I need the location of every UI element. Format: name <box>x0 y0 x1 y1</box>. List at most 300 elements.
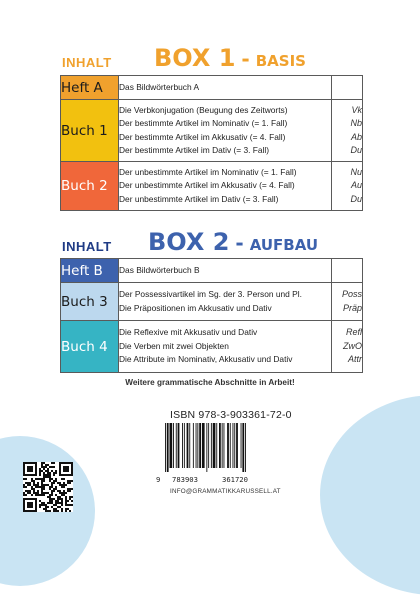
barcode-digit-first: 9 <box>156 475 161 484</box>
qr-module <box>33 488 35 490</box>
qr-module <box>33 480 35 482</box>
barcode-bar <box>202 423 205 468</box>
barcode-bar <box>236 423 238 468</box>
desc-line: Der unbestimmte Artikel im Akkusativ (= 4. Fall) <box>119 180 295 191</box>
box1-title-dash: - <box>241 47 250 71</box>
qr-module <box>67 490 69 492</box>
qr-module <box>59 498 61 500</box>
qr-module <box>35 494 37 496</box>
qr-module <box>59 482 61 484</box>
barcode-bar <box>206 423 207 472</box>
qr-module <box>33 482 35 484</box>
qr-module <box>53 508 55 510</box>
qr-module <box>41 480 43 482</box>
table-row <box>61 76 363 100</box>
qr-module <box>41 462 43 464</box>
box2-table <box>60 258 363 373</box>
qr-module <box>55 510 57 512</box>
qr-module <box>61 484 63 486</box>
qr-module <box>35 484 37 486</box>
barcode-bar <box>211 423 212 468</box>
box2-inhalt-label: INHALT <box>62 239 112 254</box>
qr-module <box>27 490 29 492</box>
qr-module <box>53 482 55 484</box>
qr-module <box>47 502 49 504</box>
barcode-bar <box>230 423 231 468</box>
qr-module <box>37 490 39 492</box>
qr-module <box>31 486 33 488</box>
qr-module <box>55 486 57 488</box>
qr-module <box>41 502 43 504</box>
qr-module <box>45 466 47 468</box>
barcode-bar <box>242 423 244 472</box>
qr-module <box>51 478 53 480</box>
qr-module <box>37 478 39 480</box>
qr-module <box>43 474 45 476</box>
row-abbr <box>332 259 363 283</box>
qr-module <box>63 484 65 486</box>
qr-module <box>51 506 53 508</box>
qr-module <box>47 476 49 478</box>
qr-module <box>47 484 49 486</box>
barcode-bar <box>193 423 194 468</box>
qr-module <box>55 478 57 480</box>
box1-header <box>62 42 362 72</box>
barcode-bar <box>219 423 221 468</box>
qr-module <box>47 510 49 512</box>
qr-finder <box>27 466 33 472</box>
qr-module <box>61 502 63 504</box>
desc-line: Der bestimmte Artikel im Nominativ (= 1. Fall) <box>119 118 288 128</box>
table-row <box>61 100 363 162</box>
qr-module <box>51 486 53 488</box>
qr-module <box>45 476 47 478</box>
qr-module <box>61 504 63 506</box>
qr-module <box>39 500 41 502</box>
qr-module <box>61 500 63 502</box>
qr-module <box>25 494 27 496</box>
qr-module <box>47 472 49 474</box>
qr-module <box>49 466 51 468</box>
qr-module <box>45 474 47 476</box>
qr-module <box>43 476 45 478</box>
qr-module <box>59 496 61 498</box>
barcode-bar <box>224 423 225 468</box>
qr-module <box>49 502 51 504</box>
abbr-line: Präp <box>342 302 362 313</box>
qr-module <box>69 488 71 490</box>
qr-module <box>53 480 55 482</box>
qr-module <box>49 496 51 498</box>
qr-module <box>59 506 61 508</box>
qr-module <box>43 504 45 506</box>
qr-module <box>27 482 29 484</box>
abbr-line: Ab <box>350 131 362 142</box>
qr-module <box>43 478 45 480</box>
qr-module <box>61 478 63 480</box>
qr-module <box>67 504 69 506</box>
qr-module <box>51 462 53 464</box>
qr-module <box>27 492 29 494</box>
qr-module <box>31 480 33 482</box>
qr-module <box>67 482 69 484</box>
qr-module <box>45 484 47 486</box>
qr-module <box>69 482 71 484</box>
qr-module <box>61 498 63 500</box>
qr-module <box>39 470 41 472</box>
isbn-label: ISBN 978-3-903361-72-0 <box>170 409 292 421</box>
qr-module <box>55 480 57 482</box>
row-desc <box>119 259 332 283</box>
qr-module <box>57 506 59 508</box>
row-label-buch-4: Buch 4 <box>61 321 119 373</box>
qr-module <box>41 482 43 484</box>
qr-module <box>49 478 51 480</box>
qr-module <box>61 486 63 488</box>
desc-line: Der Possessivartikel im Sg. der 3. Person und Pl. <box>119 289 302 299</box>
qr-module <box>69 504 71 506</box>
qr-module <box>49 474 51 476</box>
abbr-line: Du <box>350 193 362 204</box>
desc-line: Der bestimmte Artikel im Akkusativ (= 4. Fall) <box>119 131 286 142</box>
qr-module <box>57 490 59 492</box>
qr-module <box>43 472 45 474</box>
row-abbr <box>332 283 363 321</box>
qr-module <box>41 466 43 468</box>
qr-module <box>25 486 27 488</box>
qr-module <box>31 478 33 480</box>
barcode-bar <box>233 423 234 468</box>
qr-module <box>67 488 69 490</box>
qr-module <box>49 476 51 478</box>
desc-line: Der bestimmte Artikel im Dativ (= 3. Fall) <box>119 145 270 155</box>
desc-line: Das Bildwörterbuch B <box>119 264 200 275</box>
box2-header <box>62 226 362 256</box>
qr-module <box>43 484 45 486</box>
desc-line: Die Verben mit zwei Objekten <box>119 340 229 351</box>
qr-module <box>71 480 73 482</box>
qr-module <box>65 492 67 494</box>
desc-line: Der unbestimmte Artikel im Nominativ (= 1. Fall) <box>119 166 297 177</box>
qr-module <box>67 480 69 482</box>
box2-title-dash: - <box>235 231 244 255</box>
row-abbr <box>332 100 363 162</box>
qr-module <box>51 484 53 486</box>
qr-module <box>45 470 47 472</box>
qr-module <box>43 468 45 470</box>
qr-module <box>47 506 49 508</box>
box1-title-sub: BASIS <box>255 52 306 70</box>
qr-module <box>55 470 57 472</box>
qr-module <box>69 496 71 498</box>
abbr-line: Vk <box>351 104 362 115</box>
qr-module <box>65 500 67 502</box>
qr-module <box>37 484 39 486</box>
qr-module <box>61 508 63 510</box>
barcode <box>163 423 271 472</box>
box1-title-main: BOX 1 <box>154 44 236 72</box>
qr-module <box>51 502 53 504</box>
qr-module <box>65 504 67 506</box>
qr-module <box>33 490 35 492</box>
abbr-line: Attr <box>347 354 362 365</box>
qr-module <box>69 510 71 512</box>
qr-module <box>35 478 37 480</box>
qr-module <box>53 504 55 506</box>
row-label-heft-b: Heft B <box>61 259 119 283</box>
qr-module <box>69 490 71 492</box>
qr-module <box>41 488 43 490</box>
qr-module <box>53 488 55 490</box>
qr-module <box>65 496 67 498</box>
qr-module <box>49 494 51 496</box>
qr-module <box>49 488 51 490</box>
qr-module <box>41 490 43 492</box>
barcode-bar <box>176 423 177 468</box>
row-desc <box>119 321 332 373</box>
barcode-bar <box>187 423 189 468</box>
abbr-line: Poss <box>341 289 362 299</box>
desc-line: Die Reflexive mit Akkusativ und Dativ <box>119 327 258 338</box>
qr-module <box>49 486 51 488</box>
barcode-bars <box>163 423 271 472</box>
qr-module <box>25 490 27 492</box>
barcode-bar <box>241 423 242 468</box>
qr-module <box>49 500 51 502</box>
qr-module <box>37 492 39 494</box>
qr-module <box>65 498 67 500</box>
barcode-bar <box>245 423 246 472</box>
qr-module <box>29 490 31 492</box>
qr-module <box>43 492 45 494</box>
barcode-bar <box>197 423 198 468</box>
box2-title <box>148 228 318 256</box>
qr-module <box>67 508 69 510</box>
qr-code[interactable] <box>23 462 73 512</box>
qr-module <box>55 500 57 502</box>
qr-module <box>41 504 43 506</box>
qr-module <box>51 482 53 484</box>
qr-module <box>53 498 55 500</box>
qr-module <box>23 494 25 496</box>
qr-module <box>27 484 29 486</box>
barcode-digits-group2: 361720 <box>222 475 248 484</box>
qr-module <box>23 478 25 480</box>
barcode-bar <box>234 423 235 468</box>
qr-module <box>65 502 67 504</box>
qr-module <box>33 492 35 494</box>
qr-module <box>43 466 45 468</box>
desc-line: Die Attribute im Nominativ, Akkusativ und Dativ <box>119 354 293 365</box>
qr-finder <box>63 466 69 472</box>
barcode-bar <box>184 423 185 468</box>
qr-module <box>59 492 61 494</box>
qr-module <box>47 474 49 476</box>
qr-module <box>55 472 57 474</box>
row-desc <box>119 283 332 321</box>
abbr-line: ZwO <box>343 340 362 351</box>
qr-module <box>29 482 31 484</box>
qr-module <box>53 490 55 492</box>
abbr-line: Au <box>350 180 362 191</box>
qr-module <box>55 488 57 490</box>
qr-module <box>45 510 47 512</box>
qr-module <box>65 484 67 486</box>
qr-module <box>45 508 47 510</box>
qr-module <box>69 498 71 500</box>
barcode-bar <box>189 423 190 468</box>
qr-module <box>45 492 47 494</box>
qr-module <box>47 492 49 494</box>
barcode-digits-group1: 783903 <box>172 475 198 484</box>
qr-module <box>49 510 51 512</box>
qr-module <box>29 492 31 494</box>
qr-module <box>41 470 43 472</box>
qr-module <box>31 488 33 490</box>
qr-code-pattern <box>23 462 73 512</box>
qr-module <box>47 464 49 466</box>
abbr-line: Refl <box>345 327 362 338</box>
work-in-progress-note: Weitere grammatische Abschnitte in Arbeit! <box>125 378 295 387</box>
qr-module <box>55 504 57 506</box>
qr-module <box>61 510 63 512</box>
qr-module <box>43 480 45 482</box>
desc-line: Die Präpositionen im Akkusativ und Dativ <box>119 302 272 313</box>
qr-module <box>43 488 45 490</box>
qr-module <box>23 486 25 488</box>
qr-module <box>55 494 57 496</box>
box1-table <box>60 75 363 211</box>
barcode-bar <box>199 423 201 468</box>
qr-module <box>25 478 27 480</box>
barcode-bar <box>196 423 197 468</box>
qr-module <box>49 480 51 482</box>
qr-module <box>63 490 65 492</box>
qr-module <box>37 486 39 488</box>
qr-module <box>57 510 59 512</box>
qr-module <box>47 468 49 470</box>
qr-module <box>23 492 25 494</box>
qr-module <box>71 488 73 490</box>
qr-module <box>55 508 57 510</box>
qr-module <box>47 496 49 498</box>
barcode-bar <box>227 423 229 468</box>
row-desc <box>119 76 332 100</box>
abbr-line: Du <box>350 145 362 155</box>
desc-line: Das Bildwörterbuch A <box>119 81 200 92</box>
qr-module <box>63 494 65 496</box>
qr-module <box>65 508 67 510</box>
table-row <box>61 162 363 211</box>
contact-email[interactable]: INFO@GRAMMATIKKARUSSELL.AT <box>170 488 281 495</box>
barcode-bar <box>213 423 216 468</box>
row-label-buch-1: Buch 1 <box>61 100 119 162</box>
qr-module <box>41 478 43 480</box>
qr-module <box>51 498 53 500</box>
qr-module <box>57 482 59 484</box>
desc-line: Die Verbkonjugation (Beugung des Zeitworts) <box>119 104 288 115</box>
qr-module <box>45 504 47 506</box>
qr-module <box>71 500 73 502</box>
qr-module <box>59 490 61 492</box>
qr-module <box>69 480 71 482</box>
barcode-bar <box>216 423 217 468</box>
qr-module <box>47 470 49 472</box>
barcode-bar <box>178 423 180 468</box>
table-row <box>61 259 363 283</box>
qr-module <box>53 510 55 512</box>
qr-module <box>61 492 63 494</box>
box1-inhalt-label: INHALT <box>62 55 112 70</box>
qr-module <box>71 496 73 498</box>
table-row <box>61 321 363 373</box>
qr-module <box>31 494 33 496</box>
qr-finder <box>27 502 33 508</box>
qr-module <box>39 494 41 496</box>
qr-module <box>29 484 31 486</box>
qr-module <box>57 498 59 500</box>
desc-line: Der unbestimmte Artikel im Dativ (= 3. Fall) <box>119 193 279 204</box>
qr-module <box>37 494 39 496</box>
box2-title-main: BOX 2 <box>148 228 230 256</box>
row-desc <box>119 100 332 162</box>
abbr-line: Nu <box>350 166 362 177</box>
qr-module <box>51 466 53 468</box>
qr-module <box>39 506 41 508</box>
qr-module <box>25 482 27 484</box>
qr-module <box>41 484 43 486</box>
row-label-buch-2: Buch 2 <box>61 162 119 211</box>
qr-module <box>23 484 25 486</box>
qr-module <box>51 492 53 494</box>
qr-module <box>59 502 61 504</box>
qr-module <box>49 472 51 474</box>
qr-module <box>39 504 41 506</box>
qr-module <box>45 506 47 508</box>
qr-module <box>39 468 41 470</box>
qr-module <box>39 472 41 474</box>
box1-title <box>154 44 306 72</box>
qr-module <box>53 462 55 464</box>
qr-module <box>39 486 41 488</box>
qr-module <box>63 486 65 488</box>
row-desc <box>119 162 332 211</box>
box2-title-sub: AUFBAU <box>249 236 319 254</box>
qr-module <box>41 464 43 466</box>
qr-module <box>55 502 57 504</box>
barcode-bar <box>182 423 183 468</box>
abbr-line: Nb <box>350 118 362 128</box>
qr-module <box>71 504 73 506</box>
qr-module <box>53 466 55 468</box>
qr-module <box>59 484 61 486</box>
qr-module <box>65 510 67 512</box>
qr-module <box>63 478 65 480</box>
qr-module <box>41 494 43 496</box>
qr-module <box>43 502 45 504</box>
qr-module <box>67 500 69 502</box>
qr-module <box>51 490 53 492</box>
qr-module <box>53 474 55 476</box>
barcode-bar <box>222 423 223 468</box>
qr-module <box>35 486 37 488</box>
barcode-bar <box>208 423 209 468</box>
qr-module <box>45 464 47 466</box>
row-abbr <box>332 76 363 100</box>
qr-module <box>43 508 45 510</box>
qr-module <box>63 492 65 494</box>
row-label-heft-a: Heft A <box>61 76 119 100</box>
